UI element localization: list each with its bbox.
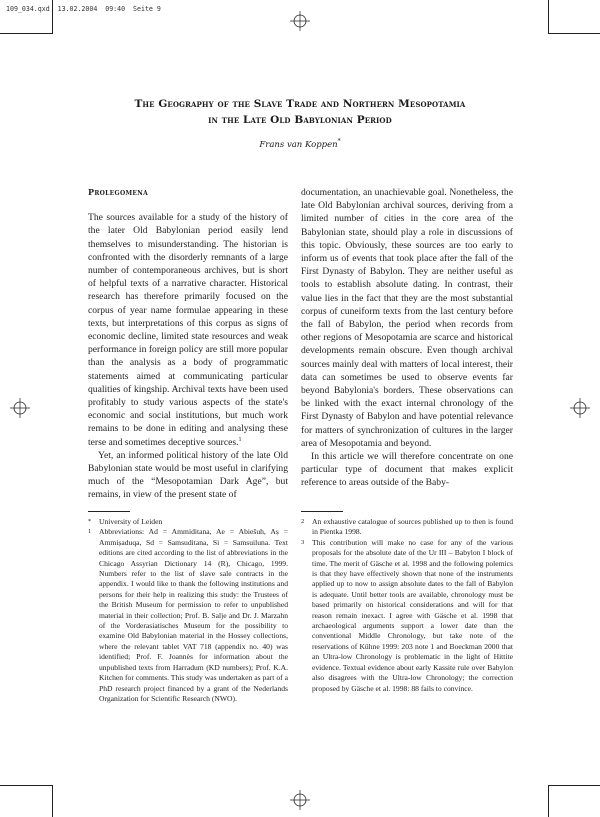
crop-mark-bottom-left-h [0, 785, 52, 786]
article-title-line-2: in the Late Old Babylonian Period [208, 114, 392, 126]
footnote-3 [301, 538, 513, 694]
crop-mark-top-right-v [548, 0, 549, 34]
footnotes-right [301, 517, 513, 694]
paragraph-2: Yet, an informed political history of the late Old Babylonian state would be most useful in clarifying much of the “Mesopotamian Dark Age”, but remains, in view of the present state of [88, 449, 288, 501]
author-name: Frans van Koppen [259, 140, 338, 150]
left-column [88, 186, 288, 502]
registration-mark-bottom-icon [290, 790, 310, 810]
footnote-author-mark: * [88, 518, 92, 525]
footnote-rule-left [88, 511, 130, 512]
footnote-1-text: Abbreviations: Ad = Ammiditana, Ae = Abiešuh, Aṣ = Ammiṣaduqa, Sd = Samsuditana, Si = Samsuiluna. Text editions are cited according to the list of abbreviations in the Chicago Assyrian Dictionary 14 (R), Chicago, 1999. Numbers refer to the list of slave sale contracts in the appendix. I would like to thank the following institutions and persons for their help in realizing this study: the Trustees of the British Museum for permission to refer to unpublished material in their collection; Prof. B. Salje and Dr. J. Marzahn of the Vorderasiatisches Museum for the possibility to examine Old Babylonian material in the Hossey collections, where the relevant tablet VAT 718 (appendix no. 40) was identified; Prof. F. Joannès for information about the unpublished texts from Harradum (KD numbers); Prof. K.A. Kitchen for comments. This study was undertaken as part of a PhD research project financed by a grant of the Nederlands Organization for Scientific Research (NWO). [99, 527, 288, 703]
author-line [80, 140, 520, 150]
paragraph-1-text: The sources available for a study of the history of the later Old Babylonian period easily lend themselves to misunderstanding. The historian is confronted with the disorderly remnants of a large number of contemporaneous archives, but is short of helpful texts of a narrative character. Historical research has therefore primarily focused on the corpus of year name formulae appearing in these texts, but interpretations of this corpus as signs of economic decline, limited state resources and weak performance in foreign policy are still more popular than the analysis as a body of programmatic statements aimed at communicating particular qualities of kingship. Archival texts have been used profitably to study various aspects of the state's economic and social institutions, but much work remains to be done in editing and analysing these terse and sometimes deceptive sources. [88, 212, 288, 448]
author-footnote-mark: * [337, 138, 341, 146]
footnote-author [88, 517, 288, 527]
section-heading: Prolegomena [88, 187, 149, 197]
crop-mark-bottom-left-v [52, 785, 53, 817]
footnotes-left [88, 517, 288, 704]
right-column [301, 186, 513, 490]
footnote-1-mark: 1 [88, 528, 92, 536]
footnote-3-mark: 3 [301, 538, 305, 546]
paragraph-3: documentation, an unachievable goal. Nonetheless, the late Old Babylonian archival sources, deriving from a limited number of cities in the core area of the Babylonian state, should play a role in discussions of this topic. Obviously, these sources are too early to inform us of events that took place after the fall of the First Dynasty of Babylon. They are neither useful as tools to establish absolute dating. In contrast, their value lies in the fact that they are the most substantial corpus of cuneiform texts from the last century before the fall of Babylon, the period when records from other regions of Mesopotamia are scarce and historical developments remain obscure. Even though archival sources mainly deal with matters of local interest, their data can sometimes be used to observe events far beyond Babylonia's borders. These observations can be linked with the exact internal chronology of the First Dynasty of Babylon and have potential relevance for matters of synchronization of cultures in the larger area of Mesopotamia and beyond. [301, 187, 513, 449]
footnote-rule-right [301, 511, 343, 512]
paragraph-1 [88, 211, 288, 449]
registration-mark-right-icon [570, 398, 590, 418]
crop-mark-bottom-right-v [548, 785, 549, 817]
paragraph-4: In this article we will therefore concentrate on one particular type of document that makes explicit reference to areas outside of the Baby- [301, 451, 513, 489]
article-title [80, 96, 520, 128]
registration-mark-left-icon [10, 398, 30, 418]
footnote-2 [301, 517, 513, 538]
crop-mark-bottom-right-h [548, 785, 600, 786]
footnote-1 [88, 527, 288, 704]
footnote-author-text: University of Leiden [99, 517, 163, 526]
crop-mark-top-left-h [0, 33, 52, 34]
footnote-ref-1: 1 [238, 436, 242, 443]
crop-mark-top-right-h [548, 33, 600, 34]
print-slug: 109_034.qxd 13.02.2004 09:40 Seite 9 [6, 5, 161, 13]
registration-mark-top-icon [290, 11, 310, 31]
footnote-3-text: This contribution will make no case for any of the various proposals for the absolute date of the Ur III – Babylon I block of time. The merit of Gäsche et al. 1998 and the following polemics is that they have effectively shown that none of the instruments applied up to now to assign absolute dates to the fall of Babylon is adequate. Until better tools are available, chronology must be based primarily on historical considerations and will for that reason remain inexact. I agree with Gäsche et al. 1998 that archaeological arguments support a lower date than the conventional Middle Chronology, but take note of the reservations of Kühne 1999: 203 note 1 and Boeckman 2000 that an Ultra-low Chronology is problematic in the light of Hittite evidence. Textual evidence about early Kassite rule over Babylon also disagrees with the Ultra-low Chronology; the correction proposed by Gäsche et al. 1998: 88 fails to convince. [312, 537, 513, 693]
footnote-2-mark: 2 [301, 518, 305, 525]
article-title-line-1: The Geography of the Slave Trade and Northern Mesopotamia [134, 98, 466, 110]
crop-mark-top-left-v [52, 0, 53, 34]
footnote-2-text: An exhaustive catalogue of sources published up to then is found in Pientka 1998. [312, 517, 513, 537]
